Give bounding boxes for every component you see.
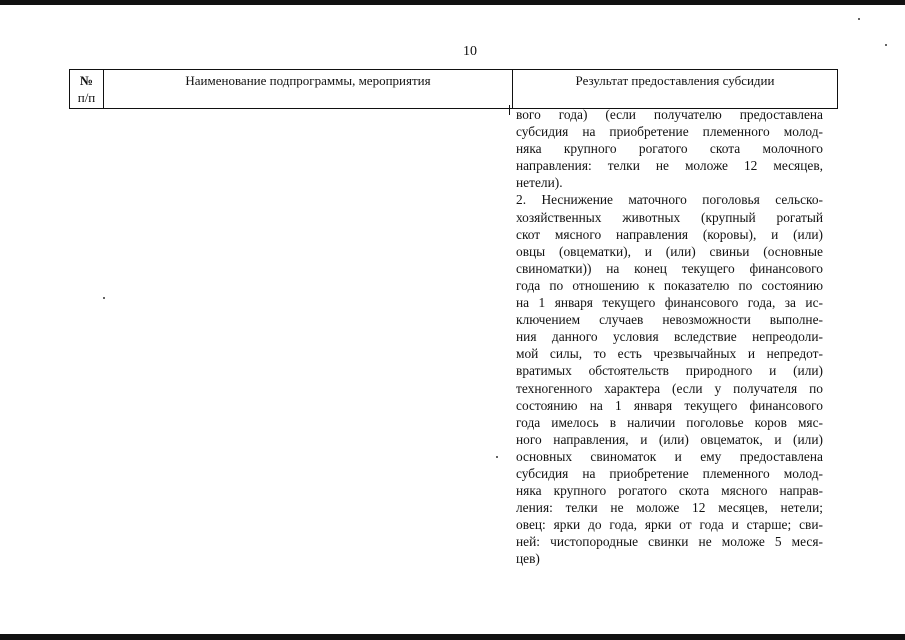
- result-line: на 1 января текущего финансового года, за ис-: [516, 295, 823, 311]
- result-line: года по отношению к показателю по состоянию: [516, 277, 823, 293]
- column-header-name: Наименование подпрограммы, мероприятия: [104, 70, 513, 109]
- result-line: вого года) (если получателю предоставлена: [516, 107, 823, 122]
- result-line: нетели).: [516, 175, 563, 191]
- result-line: субсидия на приобретение племенного молод-: [516, 124, 823, 140]
- number-label: п/п: [77, 90, 96, 105]
- result-line: ния данного условия вследствие непреодоли-: [516, 329, 823, 345]
- scan-top-border: [0, 0, 905, 5]
- result-line: основных свиноматок и ему предоставлена: [516, 448, 823, 464]
- result-line: няка крупного рогатого скота мясного направ-: [516, 483, 823, 499]
- result-line: состоянию на 1 января текущего финансового: [516, 397, 823, 413]
- result-cell-text: [516, 106, 823, 568]
- column-divider: [509, 105, 510, 115]
- result-line: субсидия на приобретение племенного молод-: [516, 465, 823, 481]
- result-line: овец: ярки до года, ярки от года и старше; сви-: [516, 517, 823, 533]
- result-line: ления: телки не моложе 12 месяцев, нетели;: [516, 500, 823, 516]
- number-symbol: №: [79, 73, 94, 88]
- result-line: техногенного характера (если у получателя по: [516, 380, 823, 396]
- column-header-number: [70, 70, 104, 109]
- result-line: вратимых обстоятельств природного и (или): [516, 363, 823, 379]
- result-line: няка крупного рогатого скота молочного: [516, 141, 823, 157]
- scan-speck: [103, 297, 105, 299]
- scan-speck: [885, 44, 887, 46]
- column-header-result: Результат предоставления субсидии: [513, 70, 838, 109]
- result-line: ключением случаев невозможности выполне-: [516, 312, 823, 328]
- result-line: направления: телки не моложе 12 месяцев,: [516, 158, 823, 174]
- page-number: 10: [463, 44, 477, 59]
- scan-speck: [858, 18, 860, 20]
- result-line: ного направления, и (или) овцематок, и (или): [516, 431, 823, 447]
- table-header-row: [70, 70, 838, 109]
- result-line: года имелось в наличии поголовье коров мяс-: [516, 414, 823, 430]
- result-line: 2. Неснижение маточного поголовья сельско-: [516, 192, 823, 208]
- scan-speck: [496, 456, 498, 458]
- result-line: овцы (овцематки), и (или) свиньи (основные: [516, 243, 823, 259]
- result-line: скот мясного направления (коровы), и (или): [516, 226, 823, 242]
- result-line: ней: чистопородные свинки не моложе 5 меся-: [516, 534, 823, 550]
- result-line: хозяйственных животных (крупный рогатый: [516, 209, 823, 225]
- result-line: цев): [516, 551, 540, 567]
- subsidy-table: [69, 69, 838, 109]
- result-line: свиноматки)) на конец текущего финансового: [516, 260, 823, 276]
- scan-bottom-border: [0, 634, 905, 640]
- result-line: мой силы, то есть чрезвычайных и непредот-: [516, 346, 823, 362]
